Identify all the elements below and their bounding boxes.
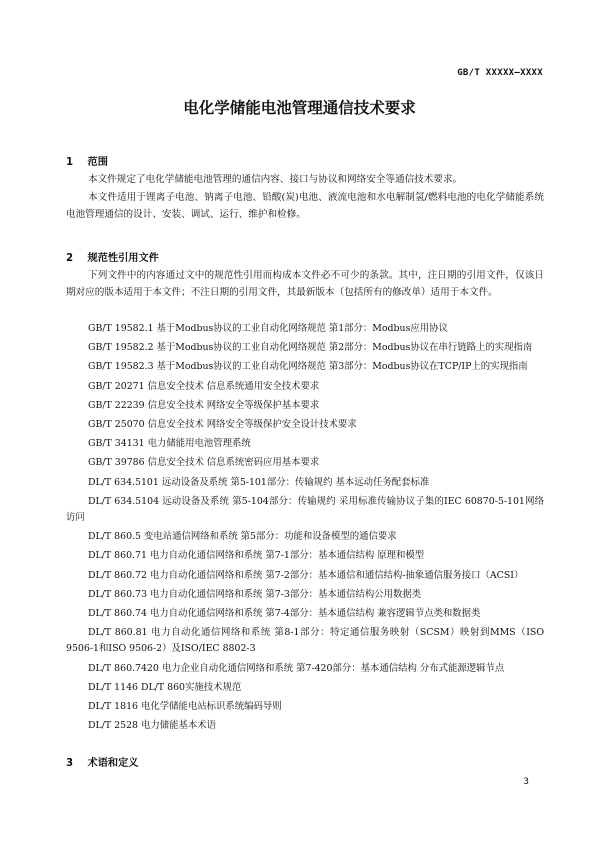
section-title: 范围: [87, 157, 108, 168]
reference-item: DL/T 860.73 电力自动化通信网络和系统 第7-3部分：基本通信结构公用数据类: [88, 588, 422, 600]
reference-item: GB/T 39786 信息安全技术 信息系统密码应用基本要求: [88, 457, 320, 469]
reference-item: DL/T 860.74 电力自动化通信网络和系统 第7-4部分：基本通信结构 兼容逻辑节点类和数据类: [88, 608, 481, 620]
reference-list: [66, 321, 544, 737]
section-heading-terms: [66, 754, 138, 769]
references-intro: 下列文件中的内容通过文中的规范性引用而构成本文件必不可少的条款。其中，注日期的引用文件，仅该日期对应的版本适用于本文件；不注日期的引用文件，其最新版本（包括所有的修改单）适用于本文件。: [66, 270, 544, 298]
section-title: 规范性引用文件: [87, 253, 159, 264]
section-number: 2: [66, 253, 74, 264]
reference-item: GB/T 20271 信息安全技术 信息系统通用安全技术要求: [88, 380, 320, 392]
reference-item: DL/T 860.71 电力自动化通信网络和系统 第7-1部分：基本通信结构 原理和模型: [88, 550, 425, 562]
reference-item: DL/T 860.72 电力自动化通信网络和系统 第7-2部分：基本通信和通信结构-抽象通信服务接口（ACSI）: [88, 569, 524, 581]
reference-item: DL/T 634.5101 远动设备及系统 第5-101部分：传输规约 基本远动任务配套标准: [88, 476, 430, 488]
reference-item: DL/T 860.7420 电力企业自动化通信网络和系统 第7-420部分：基本通信结构 分布式能源逻辑节点: [88, 662, 505, 674]
reference-item: DL/T 2528 电力储能基本术语: [88, 720, 216, 732]
section-number: 1: [66, 157, 74, 168]
reference-item: GB/T 19582.3 基于Modbus协议的工业自动化网络规范 第3部分：Modbus协议在TCP/IP上的实现指南: [88, 361, 528, 373]
reference-item: DL/T 1146 DL/T 860实施技术规范: [88, 681, 242, 693]
reference-item: GB/T 25070 信息安全技术 网络安全等级保护安全设计技术要求: [88, 419, 357, 431]
reference-item: DL/T 1816 电化学储能电站标识系统编码导则: [88, 701, 282, 713]
scope-paragraph-1: 本文件规定了电化学储能电池管理的通信内容、接口与协议和网络安全等通信技术要求。: [88, 174, 463, 185]
page-number: 3: [523, 777, 529, 787]
reference-item: GB/T 19582.1 基于Modbus协议的工业自动化网络规范 第1部分：Modbus应用协议: [88, 323, 448, 334]
reference-item: DL/T 860.5 变电站通信网络和系统 第5部分：功能和设备模型的通信要求: [88, 531, 397, 543]
standard-code: GB/T XXXXX—XXXX: [457, 68, 543, 78]
reference-item: GB/T 22239 信息安全技术 网络安全等级保护基本要求: [88, 399, 320, 411]
section-heading-normative-references: [66, 249, 159, 264]
section-number: 3: [66, 758, 74, 769]
reference-item: DL/T 634.5104 远动设备及系统 第5-104部分：传输规约 采用标准传输协议子集的IEC 60870-5-101网络访问: [66, 495, 544, 524]
document-title: 电化学储能电池管理通信技术要求: [183, 99, 416, 117]
reference-item: DL/T 860.81 电力自动化通信网络和系统 第8-1部分：特定通信服务映射（SCSM）映射到MMS（ISO 9506-1和ISO 9506-2）及ISO/IEC 8802-3: [66, 627, 544, 655]
reference-item: GB/T 19582.2 基于Modbus协议的工业自动化网络规范 第2部分：Modbus协议在串行链路上的实现指南: [88, 342, 533, 354]
section-title: 术语和定义: [87, 758, 139, 769]
section-heading-scope: [66, 153, 108, 168]
reference-item: GB/T 34131 电力储能用电池管理系统: [88, 438, 251, 450]
scope-paragraph-2: 本文件适用于锂离子电池、钠离子电池、铅酸(炭)电池、液流电池和水电解制氢/燃料电池的电化学储能系统电池管理通信的设计、安装、调试、运行、维护和检修。: [66, 192, 544, 220]
